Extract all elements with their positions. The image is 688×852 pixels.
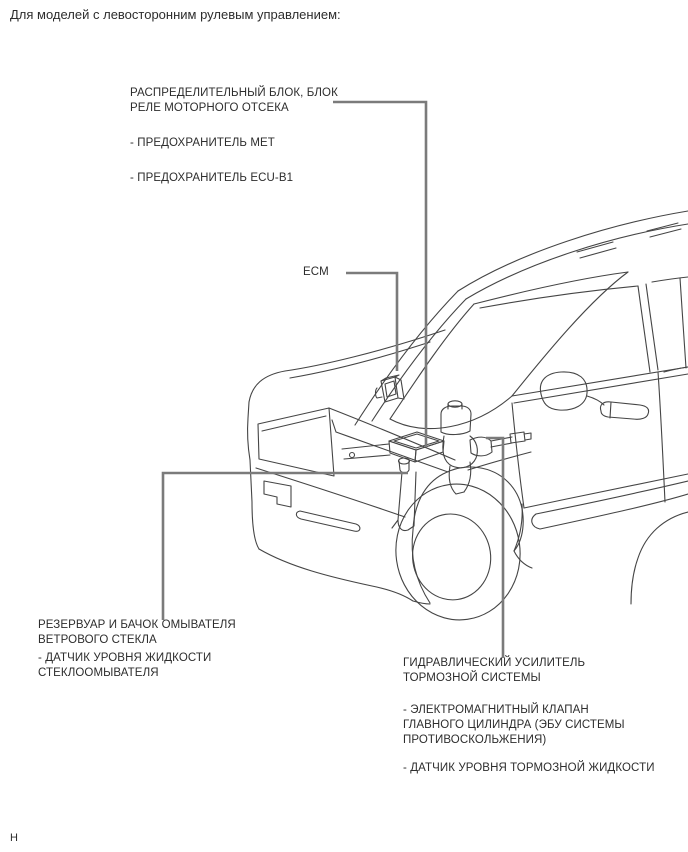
roof-rack-rail	[577, 242, 616, 258]
ecm-part	[376, 375, 405, 402]
fuse-relay-box-part	[389, 432, 444, 462]
a-pillar-outer	[355, 291, 458, 425]
hood-crease	[290, 342, 430, 378]
callout-title-line: РАСПРЕДЕЛИТЕЛЬНЫЙ БЛОК, БЛОК	[130, 87, 338, 99]
callout-title-line: ТОРМОЗНОЙ СИСТЕМЫ	[403, 672, 541, 684]
headlight-top	[329, 408, 455, 460]
callout-washer-reservoir	[38, 618, 236, 681]
leader-washer-reservoir	[163, 473, 408, 620]
roof-rack-rail	[647, 223, 681, 237]
callout-bullet: - ПРЕДОХРАНИТЕЛЬ ECU-B1	[130, 172, 294, 184]
fog-lamp-slot	[296, 511, 360, 531]
a-pillar-inner	[372, 299, 466, 421]
callout-bullet: - ДАТЧИК УРОВНЯ ЖИДКОСТИ	[38, 652, 212, 664]
callout-bullet: СТЕКЛООМЫВАТЕЛЯ	[38, 667, 159, 679]
fender-lip	[514, 504, 522, 551]
leader-fuse-block	[333, 102, 426, 447]
bolt	[350, 453, 355, 458]
front-window-top	[480, 286, 638, 308]
radiator-support	[342, 444, 390, 459]
windshield-top	[474, 272, 628, 304]
belt-line	[512, 367, 688, 396]
callout-title-line: РЕЗЕРВУАР И БАЧОК ОМЫВАТЕЛЯ	[38, 619, 236, 631]
grille-bar	[262, 416, 326, 431]
c-pillar	[680, 278, 686, 368]
license-plate-recess	[264, 481, 291, 507]
callout-title-line: РЕЛЕ МОТОРНОГО ОТСЕКА	[130, 102, 289, 114]
b-pillar	[646, 284, 658, 370]
hood-edge	[248, 330, 445, 418]
cowl-line	[390, 396, 512, 429]
windshield-edge	[390, 304, 474, 419]
callout-title-line: ГИДРАВЛИЧЕСКИЙ УСИЛИТЕЛЬ	[403, 657, 586, 669]
bumper-crease	[256, 468, 405, 517]
fender-edge	[248, 418, 250, 460]
page-footer-mark: Н	[10, 832, 18, 844]
callout-bullet: - ЭЛЕКТРОМАГНИТНЫЙ КЛАПАН	[403, 704, 589, 716]
mirror-arm	[587, 396, 604, 405]
leader-brake-booster	[486, 438, 503, 658]
washer-filler-part	[392, 458, 416, 531]
bumper-side	[250, 460, 259, 549]
callout-fuse-block	[130, 86, 338, 186]
front-wheel-arch	[413, 467, 523, 551]
callout-title-line: ВЕТРОВОГО СТЕКЛА	[38, 634, 157, 646]
brake-booster-part	[441, 401, 531, 494]
front-door-edge	[512, 403, 524, 508]
rear-window-top	[652, 277, 688, 282]
callout-ecm	[303, 265, 329, 280]
sill-join	[514, 551, 532, 568]
callout-bullet: - ПРЕДОХРАНИТЕЛЬ MET	[130, 137, 275, 149]
belt-line-lower	[514, 374, 688, 403]
wheel-rim	[407, 509, 496, 605]
callout-title-line: ECM	[303, 266, 329, 278]
tire	[387, 476, 529, 628]
callout-bullet: ГЛАВНОГО ЦИЛИНДРА (ЭБУ СИСТЕМЫ	[403, 719, 625, 731]
callout-bullet: ПРОТИВОСКОЛЬЖЕНИЯ)	[403, 734, 547, 746]
grille	[258, 408, 334, 476]
callout-brake-booster	[403, 656, 655, 776]
door-handle-divider	[610, 402, 611, 418]
front-wheel	[387, 476, 529, 628]
headlight-bottom	[332, 420, 448, 472]
rear-wheel-arch	[631, 512, 688, 604]
rear-window-belt	[664, 367, 688, 372]
door-seam	[658, 372, 665, 502]
roof-drip-rail	[466, 224, 688, 299]
engine-bay-parts	[342, 375, 531, 531]
rocker-panel	[532, 481, 688, 529]
side-mirror	[540, 372, 587, 410]
bumper-bottom	[259, 549, 430, 604]
callout-bullet: - ДАТЧИК УРОВНЯ ТОРМОЗНОЙ ЖИДКОСТИ	[403, 762, 655, 774]
fender-crease	[468, 452, 531, 470]
page-heading: Для моделей с левосторонним рулевым управлением:	[10, 7, 341, 22]
leader-ecm	[346, 273, 397, 371]
b-pillar	[638, 286, 650, 372]
far-a-pillar	[512, 272, 628, 396]
door-handle	[600, 402, 648, 419]
arch-lower	[412, 530, 430, 603]
door-bottom	[524, 474, 688, 508]
roof-line	[458, 211, 688, 291]
